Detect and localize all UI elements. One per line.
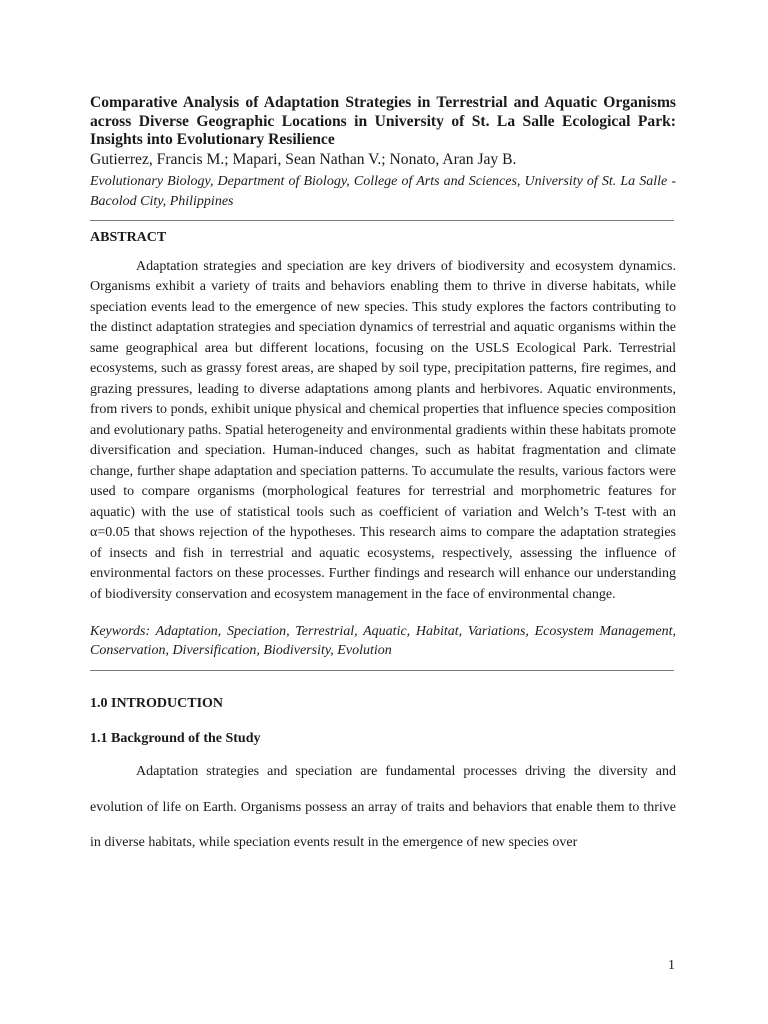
- abstract-text: Adaptation strategies and speciation are key drivers of biodiversity and ecosystem dynamics. Organisms exhibit a variety of traits and behaviors enabling them to thrive in diverse habitats, while speciation events lead to the emergence of new species. This study explores the factors contributing to the distinct adaptation strategies and speciation dynamics of terrestrial and aquatic organisms within the same geographical area but different locations, focusing on the USLS Ecological Park. Terrestrial ecosystems, such as grassy forest areas, are shaped by soil type, precipitation patterns, fire regimes, and grazing pressures, leading to diverse adaptations among plants and herbivores. Aquatic environments, from rivers to ponds, exhibit unique physical and chemical properties that influence species composition and evolutionary paths. Spatial heterogeneity and environmental gradients within these habitats promote diversification and speciation. Human-induced changes, such as habitat fragmentation and climate change, further shape adaptation and speciation patterns. To accumulate the results, various factors were used to compare organisms (morphological features for terrestrial and morphometric features for aquatic) with the use of statistical tools such as coefficient of variation and Welch’s T-test with an α=0.05 that shows rejection of the hypotheses. This research aims to compare the adaptation strategies of insects and fish in terrestrial and aquatic ecosystems, respectively, assessing the influence of environmental factors on these processes. Further findings and research will enhance our understanding of biodiversity conservation and ecosystem management in the face of environmental change.: [90, 258, 676, 602]
- introduction-heading: 1.0 INTRODUCTION: [90, 696, 224, 711]
- paper-title: Comparative Analysis of Adaptation Strategies in Terrestrial and Aquatic Organisms across Diverse Geographic Locations in University of St. La Salle Ecological Park: Insights into Evolutionary Resilience: [90, 94, 676, 148]
- affiliation: Evolutionary Biology, Department of Biology, College of Arts and Sciences, University of St. La Salle - Bacolod City, Philippines: [90, 173, 676, 209]
- background-heading: 1.1 Background of the Study: [90, 731, 261, 746]
- abstract-heading: ABSTRACT: [90, 229, 167, 245]
- divider-top: [90, 220, 674, 221]
- keywords: Keywords: Adaptation, Speciation, Terrestrial, Aquatic, Habitat, Variations, Ecosystem Management, Conservation, Diversification, Biodiversity, Evolution: [90, 624, 676, 658]
- paper-page: [90, 94, 676, 861]
- author-list: Gutierrez, Francis M.; Mapari, Sean Nathan V.; Nonato, Aran Jay B.: [90, 150, 517, 168]
- background-text: Adaptation strategies and speciation are fundamental processes driving the diversity and evolution of life on Earth. Organisms possess an array of traits and behaviors that enable them to thrive in diverse habitats, while speciation events result in the emergence of new species over: [90, 764, 676, 850]
- page-number: 1: [668, 958, 675, 973]
- divider-bottom: [90, 670, 674, 671]
